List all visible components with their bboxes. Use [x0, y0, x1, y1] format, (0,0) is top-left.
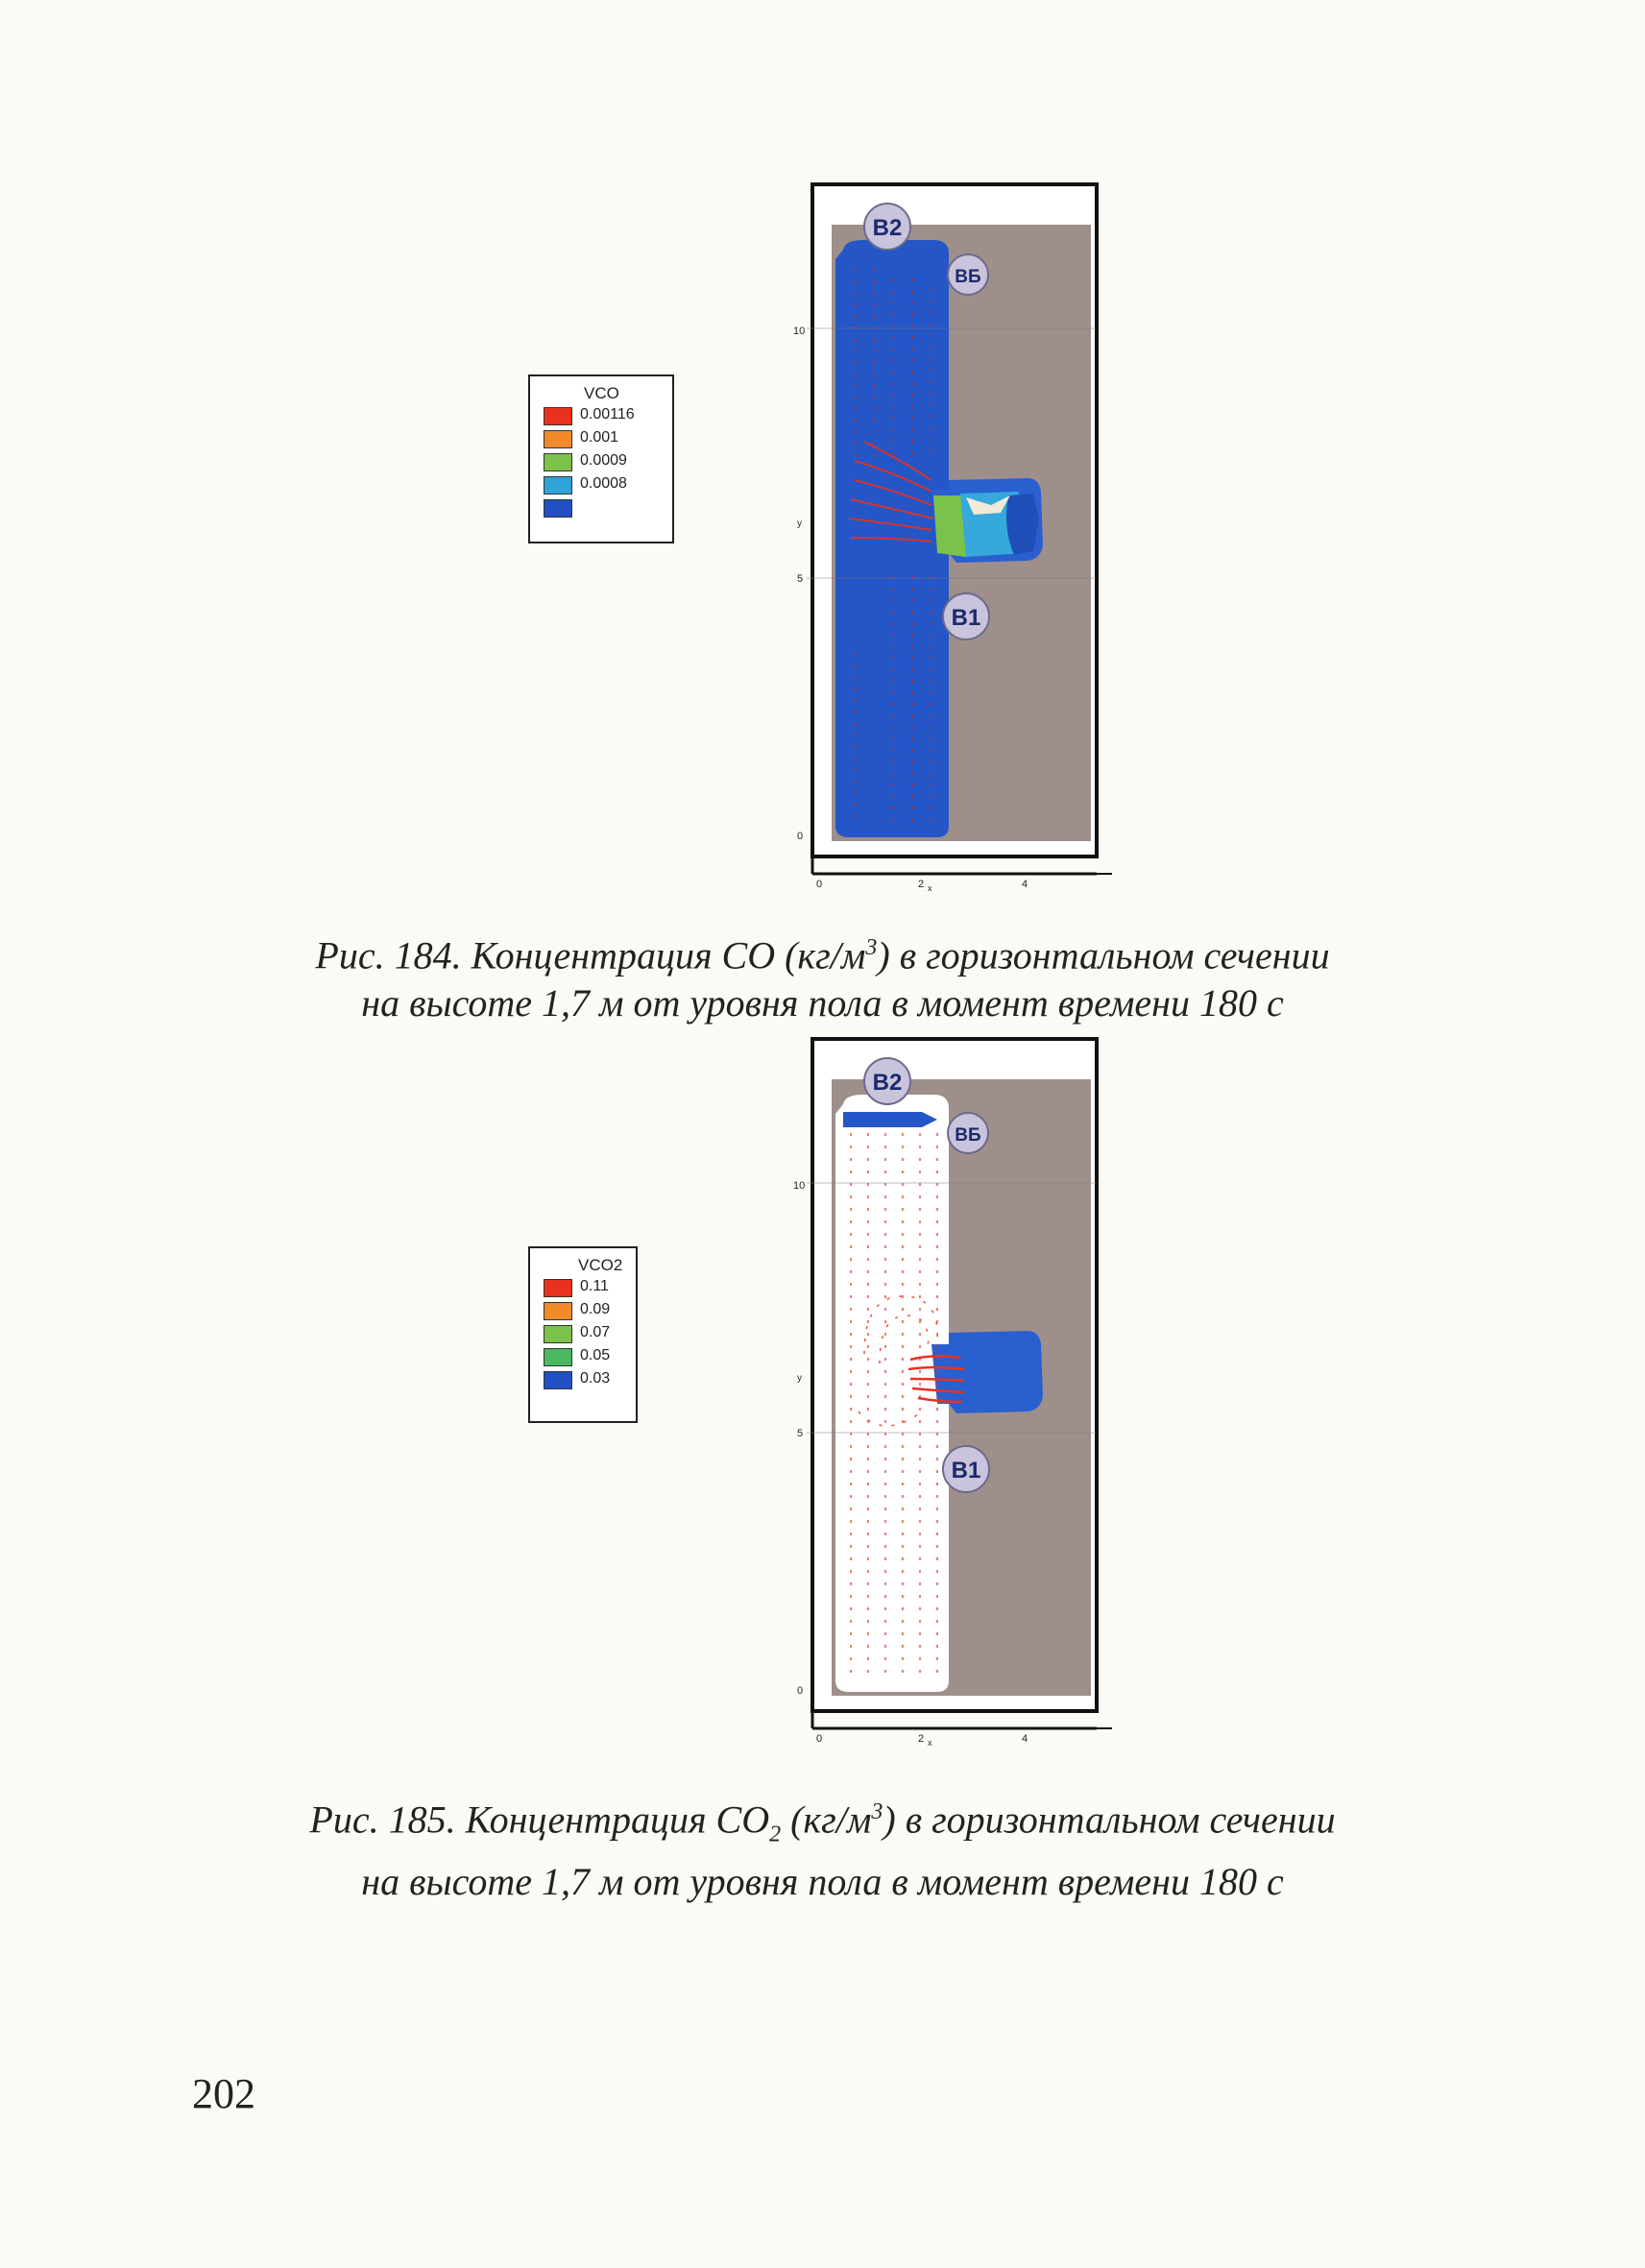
svg-text:ВБ: ВБ	[955, 267, 981, 287]
figure-185	[0, 1037, 1645, 1940]
legend-value: 0.05	[580, 1347, 611, 1363]
legend-title: VCO	[584, 384, 619, 402]
label-b1	[943, 593, 989, 639]
legend-vco	[528, 374, 674, 543]
legend-title: VCO2	[578, 1256, 623, 1274]
y-axis-label: у	[797, 1373, 802, 1384]
x-tick: 2	[918, 1733, 925, 1745]
legend-vco2	[528, 1246, 638, 1423]
legend-value: 0.07	[580, 1324, 611, 1340]
y-tick: 5	[797, 573, 804, 585]
svg-text:В2: В2	[872, 215, 903, 241]
y-tick: 5	[797, 1428, 804, 1439]
x-tick: 4	[1022, 879, 1028, 890]
figure-184	[0, 0, 1645, 1037]
legend-swatch	[544, 1371, 572, 1389]
legend-swatch	[544, 1325, 572, 1343]
legend-swatch	[544, 430, 572, 448]
caption-line1: Рис. 184. Концентрация CO $(кг/м^3)$ в горизонтальном сечении	[315, 933, 1330, 977]
legend-value: 0.09	[580, 1301, 611, 1317]
x-tick: 2	[918, 879, 925, 890]
legend-swatch	[544, 1302, 572, 1320]
page-number: 202	[192, 2070, 255, 2117]
svg-text:ВБ: ВБ	[955, 1125, 981, 1146]
legend-swatch	[544, 1348, 572, 1366]
label-b2	[864, 204, 910, 250]
legend-value: 0.001	[580, 429, 619, 446]
legend-value: 0.03	[580, 1370, 611, 1387]
y-tick: 0	[797, 831, 804, 842]
label-vb	[948, 1113, 988, 1153]
legend-swatch	[544, 407, 572, 425]
caption-line2: на высоте 1,7 м от уровня пола в момент времени 180 с	[361, 981, 1284, 1025]
caption-line1: Рис. 185. Концентрация $CO_2$ $(кг/м^3)$ в горизонтальном сечении	[309, 1798, 1336, 1847]
x-axis-label: х	[928, 1738, 932, 1748]
legend-swatch	[544, 1279, 572, 1297]
caption-184	[0, 924, 1645, 1027]
x-tick: 0	[816, 1733, 823, 1745]
y-tick: 10	[793, 1180, 806, 1192]
caption-185	[0, 1788, 1645, 1906]
caption-line2: на высоте 1,7 м от уровня пола в момент времени 180 с	[361, 1860, 1284, 1904]
svg-text:В2: В2	[872, 1070, 903, 1096]
legend-swatch	[544, 476, 572, 495]
plot-co	[787, 173, 1114, 893]
label-b1	[943, 1446, 989, 1492]
legend-swatch	[544, 453, 572, 471]
label-vb	[948, 254, 988, 295]
x-tick: 0	[816, 879, 823, 890]
plot-co2	[787, 1027, 1114, 1748]
legend-value: 0.11	[580, 1278, 609, 1294]
label-b2	[864, 1058, 910, 1104]
y-axis-label: у	[797, 519, 802, 529]
y-tick: 10	[793, 326, 806, 337]
legend-swatch	[544, 499, 572, 518]
svg-text:В1: В1	[951, 1458, 981, 1484]
svg-text:В1: В1	[951, 605, 981, 631]
legend-value: 0.0009	[580, 452, 627, 469]
y-tick: 0	[797, 1685, 804, 1697]
legend-value: 0.0008	[580, 475, 627, 492]
x-tick: 4	[1022, 1733, 1028, 1745]
legend-value: 0.00116	[580, 406, 635, 422]
x-axis-label: х	[928, 883, 932, 893]
